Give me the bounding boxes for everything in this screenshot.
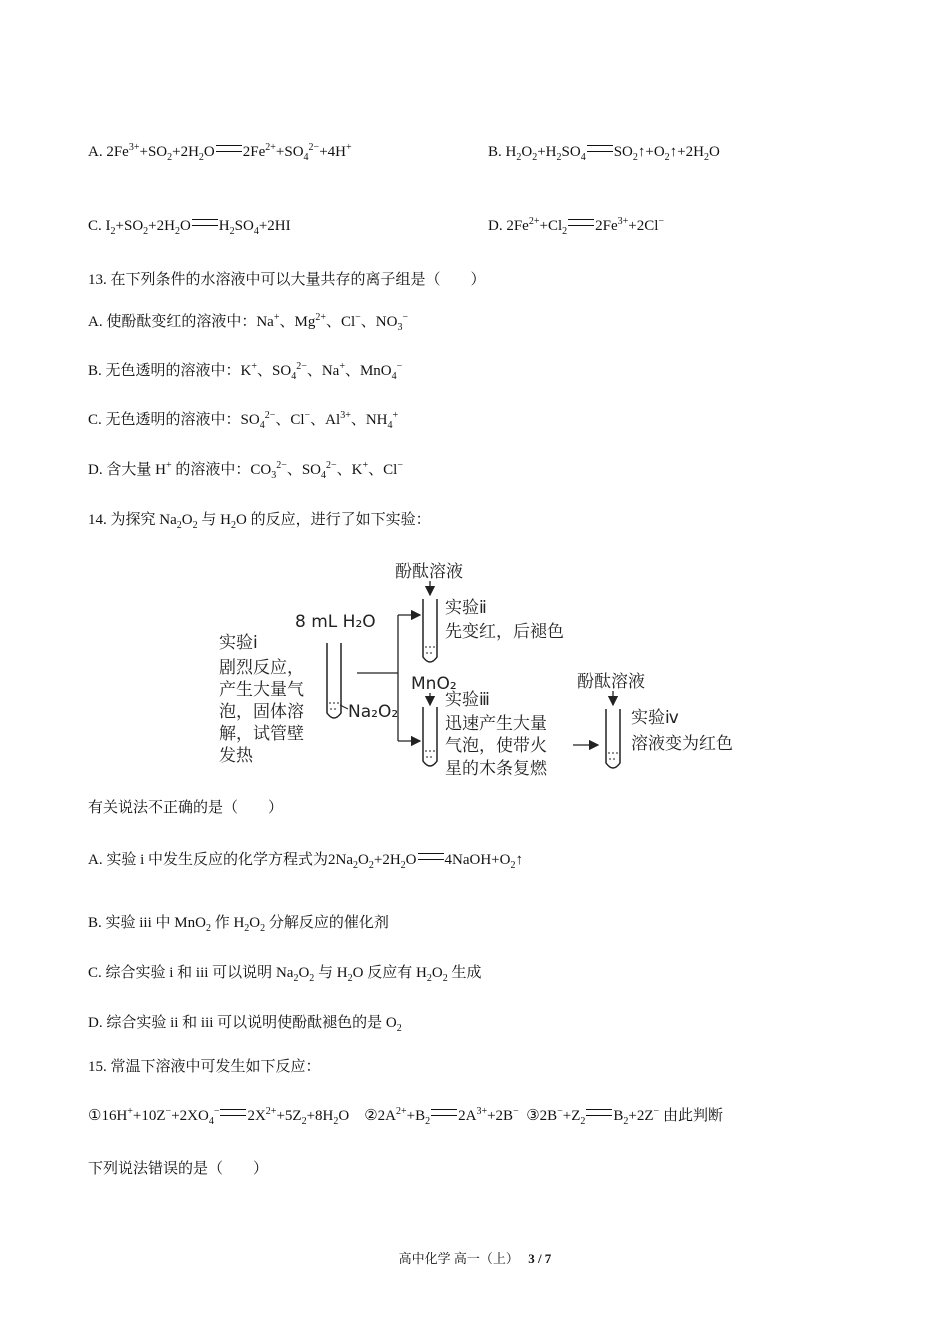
q13-option-b: B. 无色透明的溶液中：K+、$SO_4^{2-}$、Na+、MnO$_4$− [88, 361, 403, 382]
test-tube-2 [423, 599, 437, 662]
water-label: 8 mL H₂O [295, 612, 376, 632]
exp3-line2: 气泡，使带火 [445, 736, 547, 756]
q12-option-d: D. $2Fe^{2+}+Cl_2$ $2Fe^{3+}+2Cl^-$ [488, 216, 665, 237]
exp1-line3: 泡，固体溶 [219, 702, 304, 722]
q12-option-c: C. $I_2+SO_2+2H_2O$ $H_2SO_4+2HI$ [88, 218, 291, 237]
page-footer [0, 1248, 950, 1267]
phenolphthalein-label-2: 酚酞溶液 [577, 672, 645, 692]
exp3-title: 实验ⅲ [445, 690, 490, 710]
q14-option-c: C. 综合实验 i 和 iii 可以说明 $Na_2O_2$ 与 $H_2O$ 反应有 $H_2O_2$ 生成 [88, 965, 482, 984]
q14-option-d: D. 综合实验 ii 和 iii 可以说明使酚酞褪色的是 $O_2$ [88, 1015, 402, 1034]
q13-option-a: A. 使酚酞变红的溶液中：Na+、$Mg^{2+}$、Cl−、$NO_3^-$ [88, 312, 409, 333]
exp1-line1: 剧烈反应， [219, 658, 304, 678]
q15-ask: 下列说法错误的是（ ） [88, 1161, 269, 1177]
exp4-title: 实验ⅳ [631, 708, 679, 728]
exp4-desc: 溶液变为红色 [631, 734, 733, 754]
page-number: 3 / 7 [528, 1251, 552, 1266]
q12-option-a: A. $2Fe^{3+}+SO_2+2H_2O$ $2Fe^{2+}+SO_4^{2-}+4H^+$ [88, 142, 352, 163]
q13-option-d: D. 含大量 H+ 的溶液中：$CO_3^{2-}$、$SO_4^{2-}$、K+、Cl− [88, 460, 403, 481]
q14-option-b: B. 实验 iii 中 MnO$_2$ 作 $H_2O_2$ 分解反应的催化剂 [88, 915, 389, 934]
option-label: B. [488, 144, 502, 160]
mno2-label: MnO₂ [411, 674, 457, 694]
exp3-line3: 星的木条复燃 [445, 759, 547, 779]
q14-stem: 14. 为探究 $Na_2O_2$ 与 $H_2O$ 的反应，进行了如下实验： [88, 512, 431, 531]
q14-ask: 有关说法不正确的是（ ） [88, 800, 284, 816]
exp1-line4: 解，试管壁 [219, 724, 304, 744]
na2o2-label: Na₂O₂ [348, 702, 399, 722]
experiment-diagram [215, 555, 755, 785]
phenolphthalein-label-1: 酚酞溶液 [395, 562, 463, 582]
exp1-title: 实验ⅰ [219, 633, 258, 653]
exp1-line5: 发热 [219, 746, 253, 766]
exp3-line1: 迅速产生大量 [445, 714, 547, 734]
q13-stem: 13. 在下列条件的水溶液中可以大量共存的离子组是（ ） [88, 272, 486, 288]
q13-option-c: C. 无色透明的溶液中：$SO_4^{2-}$、Cl−、$Al^{3+}$、$NH_4^+$ [88, 410, 399, 431]
option-label: D. [488, 218, 503, 234]
exp2-title: 实验ⅱ [445, 598, 487, 618]
q12-option-b: B. $H_2O_2+H_2SO_4$ $SO_2↑+O_2↑+2H_2O$ [488, 144, 720, 163]
q15-stem: 15. 常温下溶液中可发生如下反应： [88, 1059, 321, 1075]
exp1-line2: 产生大量气 [219, 680, 304, 700]
q14-option-a: A. 实验 i 中发生反应的化学方程式为$2Na_2O_2+2H_2O$ $4NaOH+O_2↑$ [88, 852, 523, 871]
option-label: A. [88, 144, 103, 160]
experiment-svg [215, 555, 755, 785]
test-tube-1 [327, 643, 341, 718]
exp2-desc: 先变红，后褪色 [445, 622, 564, 642]
test-tube-4 [606, 709, 620, 768]
option-label: C. [88, 218, 102, 234]
test-tube-3 [423, 707, 437, 766]
q15-reactions: $①16H^++10Z^-+2XO_4^-$ $2X^{2+}+5Z_2+8H_2O$ $②2A^{2+}+B_2$ $2A^{3+}+2B^-$ $③2B^-+Z_2$ $B_2+2Z^-$ 由此判断 [88, 1106, 723, 1127]
footer-subject: 高中化学 高一（上） [398, 1251, 519, 1266]
